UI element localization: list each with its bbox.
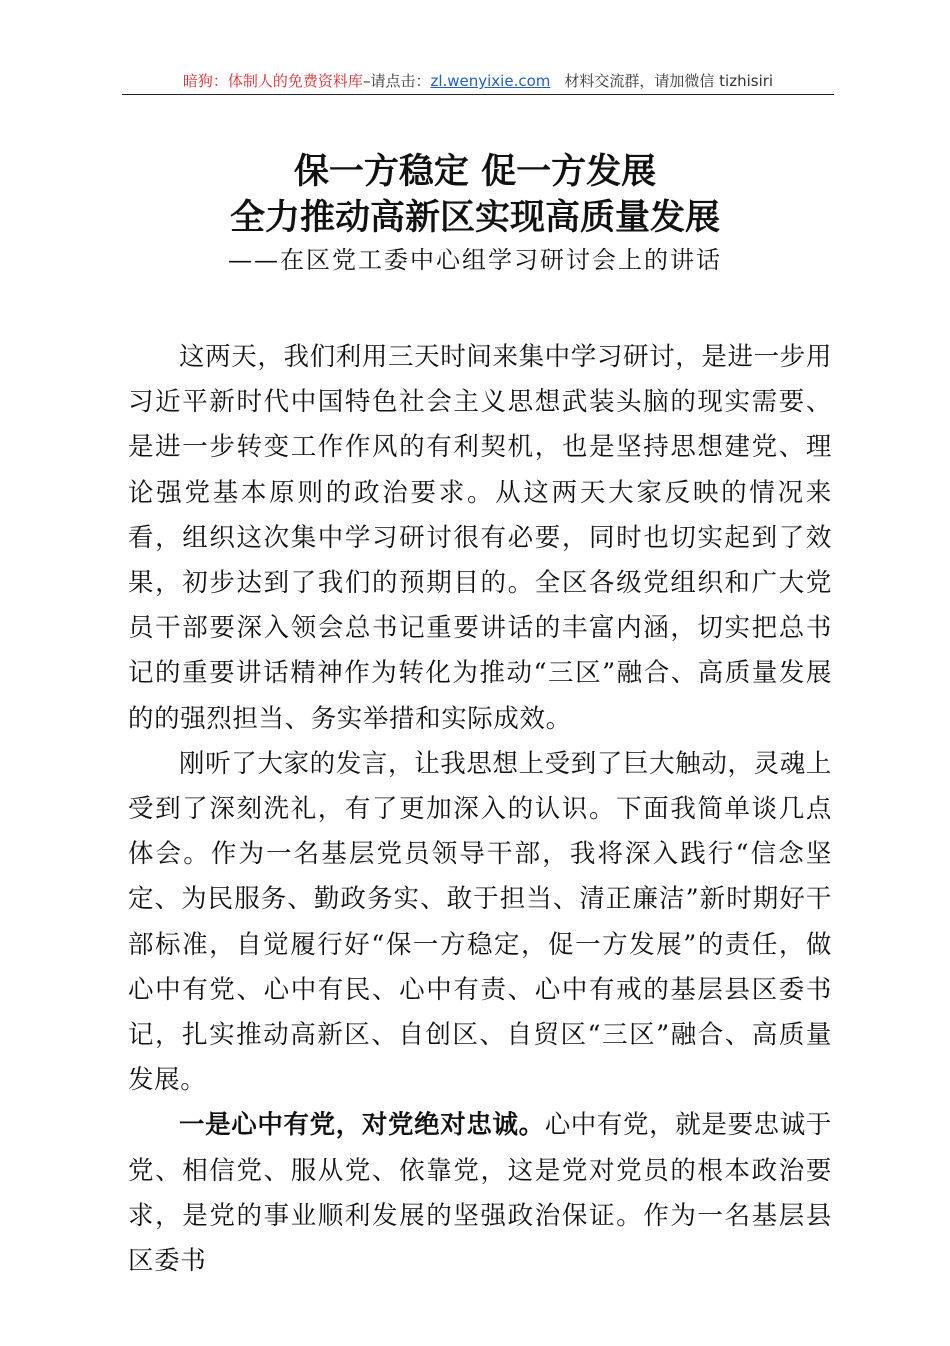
paragraph-3-lead: 一是心中有党，对党绝对忠诚。 bbox=[179, 1110, 545, 1141]
paragraph-1 bbox=[128, 335, 832, 742]
title-line-1: 保一方稳定 促一方发展 bbox=[293, 152, 657, 192]
site-link[interactable]: zl.wenyixie.com bbox=[430, 72, 551, 90]
click-prefix: –请点击： bbox=[362, 72, 431, 90]
paragraph-2-text: 刚听了大家的发言，让我思想上受到了巨大触动，灵魂上受到了深刻洗礼，有了更加深入的认识。下面我简单谈几点体会。作为一名基层党员领导干部，我将深入践行“信念坚定、为民服务、勤政务实、敢于担当、清正廉洁”新时期好干部标准，自觉履行好“保一方稳定，促一方发展”的责任，做心中有党、心中有民、心中有责、心中有戒的基层县区委书记，扎实推动高新区、自创区、自贸区“三区”融合、高质量发展。 bbox=[128, 748, 832, 1096]
title-line-2: 全力推动高新区实现高质量发展 bbox=[229, 198, 720, 238]
subtitle: ——在区党工委中心组学习研讨会上的讲话 bbox=[228, 246, 722, 274]
paragraph-3 bbox=[128, 1103, 832, 1284]
paragraph-2 bbox=[128, 742, 832, 1104]
promo-text: 暗狗：体制人的免费资料库 bbox=[182, 72, 363, 90]
paragraph-1-text: 这两天，我们利用三天时间来集中学习研讨，是进一步用习近平新时代中国特色社会主义思想武装头脑的现实需要、是进一步转变工作作风的有利契机，也是坚持思想建党、理论强党基本原则的政治要求。从这两天大家反映的情况来看，组织这次集中学习研讨很有必要，同时也切实起到了效果，初步达到了我们的预期目的。全区各级党组织和广大党员干部要深入领会总书记重要讲话的丰富内涵，切实把总书记的重要讲话精神作为转化为推动“三区”融合、高质量发展的的强烈担当、务实举措和实际成效。 bbox=[128, 342, 832, 734]
page-header bbox=[122, 70, 834, 95]
contact-text: 材料交流群，请加微信 tizhisiri bbox=[564, 72, 774, 90]
paragraph-3-text: 心中有党，就是要忠诚于党、相信党、服从党、依靠党，这是党对党员的根本政治要求，是党的事业顺利发展的坚强政治保证。作为一名基层县区委书 bbox=[128, 1110, 832, 1277]
document-body bbox=[128, 335, 832, 1284]
